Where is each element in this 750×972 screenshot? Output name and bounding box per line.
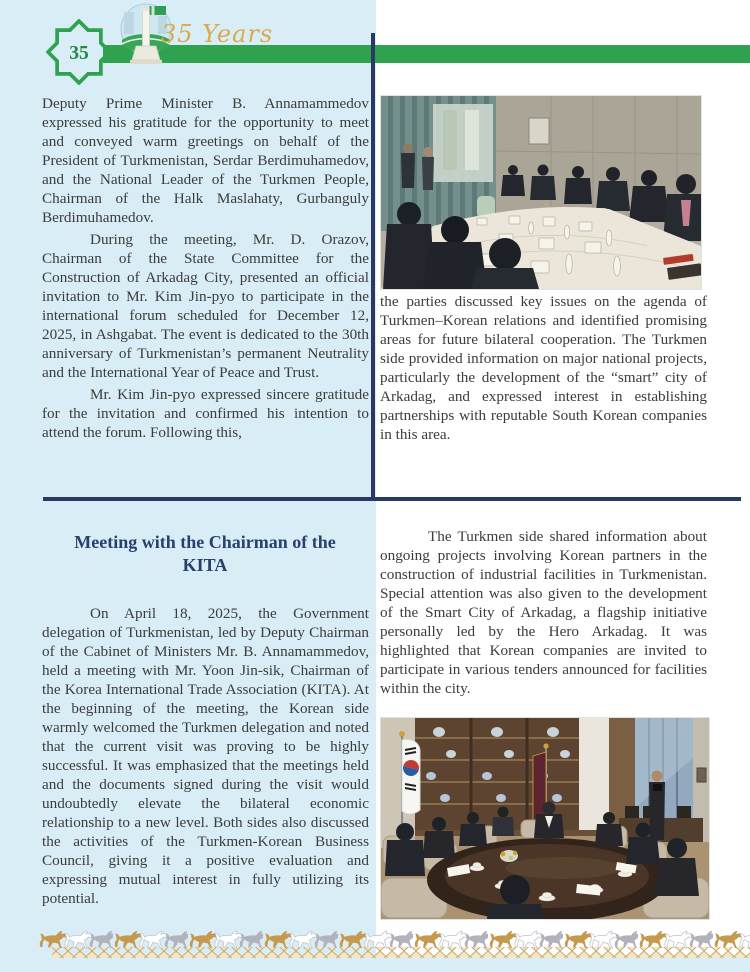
horizontal-divider [43,497,741,501]
galloping-horse-border-icon [38,929,750,959]
wall-picture [529,118,549,144]
article-bottom-right-column [380,527,707,701]
paragraph: During the meeting, Mr. D. Orazov, Chairman of the State Committee for the Construction of Arkadag City, presented an official invitation to Mr. Kim Jin-pyo to participate in the international forum scheduled for December 12, 2025, in Ashgabat. The event is dedicated to the 30th anniversary of Turkmenistan’s permanent Neutrality and the International Year of Peace and Trust. [42,231,369,381]
article-bottom-left-column [42,604,369,911]
photo-round-table-meeting [380,717,710,920]
article-top-left-column [42,94,369,445]
paragraph: the parties discussed key issues on the agenda of Turkmen–Korean relations and identified promising areas for future bilateral cooperation. The Turkmen side provided information on major national projects, particularly the development of the “smart” city of Arkadag, and expressed interest in establishing partnerships with reputable South Korean companies in this area. [380,293,707,443]
vertical-divider [371,33,375,501]
column [579,718,609,830]
page-number: 35 [69,43,89,65]
centerpiece-flowers [500,850,518,862]
paragraph: Mr. Kim Jin-pyo expressed sincere gratitude for the invitation and confirmed his intention to attend the forum. Following this, [42,386,369,441]
article-heading: Meeting with the Chairman of the KITA [74,532,336,575]
photo-long-table-meeting [380,95,702,290]
anniversary-script-label: 35 Years [161,20,274,48]
paragraph: On April 18, 2025, the Government delegation of Turkmenistan, led by Deputy Chairman of the Cabinet of Ministers Mr. B. Annamammedov, held a meeting with Mr. Yoon Jin-sik, Chairman of the Korea International Trade Association (KITA). At the beginning of the meeting, the Korean side warmly welcomed the Turkmen delegation and noted that the current visit was proving to be highly successful. It was emphasized that the meetings held and the documents signed during the visit would undoubtedly elevate the bilateral economic relationship to a new level. Both sides also discussed the activities of the Turkmen-Korean Business Council, giving it a positive evaluation and expressing mutual interest in fully utilizing its potential. [42,605,369,907]
shelving [415,718,579,830]
paragraph: Deputy Prime Minister B. Annamammedov expressed his gratitude for the opportunity to meet and conveyed warm greetings on behalf of the President of Turkmenistan, Serdar Berdimuhamedov, and the National Leader of the Turkmen People, Chairman of the Halk Maslahaty, Gurbanguly Berdimuhamedov. [42,95,369,226]
article-top-right-column [380,292,707,447]
eight-point-star-icon [46,19,112,85]
turkmen-flag-icon [150,6,166,15]
paragraph: The Turkmen side shared information about ongoing projects involving Korean partners in the construction of industrial facilities in Turkmenistan. Special attention was also given to the development of the Smart City of Arkadag, a flagship initiative personally led by the Hero Arkadag. It was highlighted that Korean companies are invited to participate in various tenders announced for facilities within the city. [380,528,707,697]
